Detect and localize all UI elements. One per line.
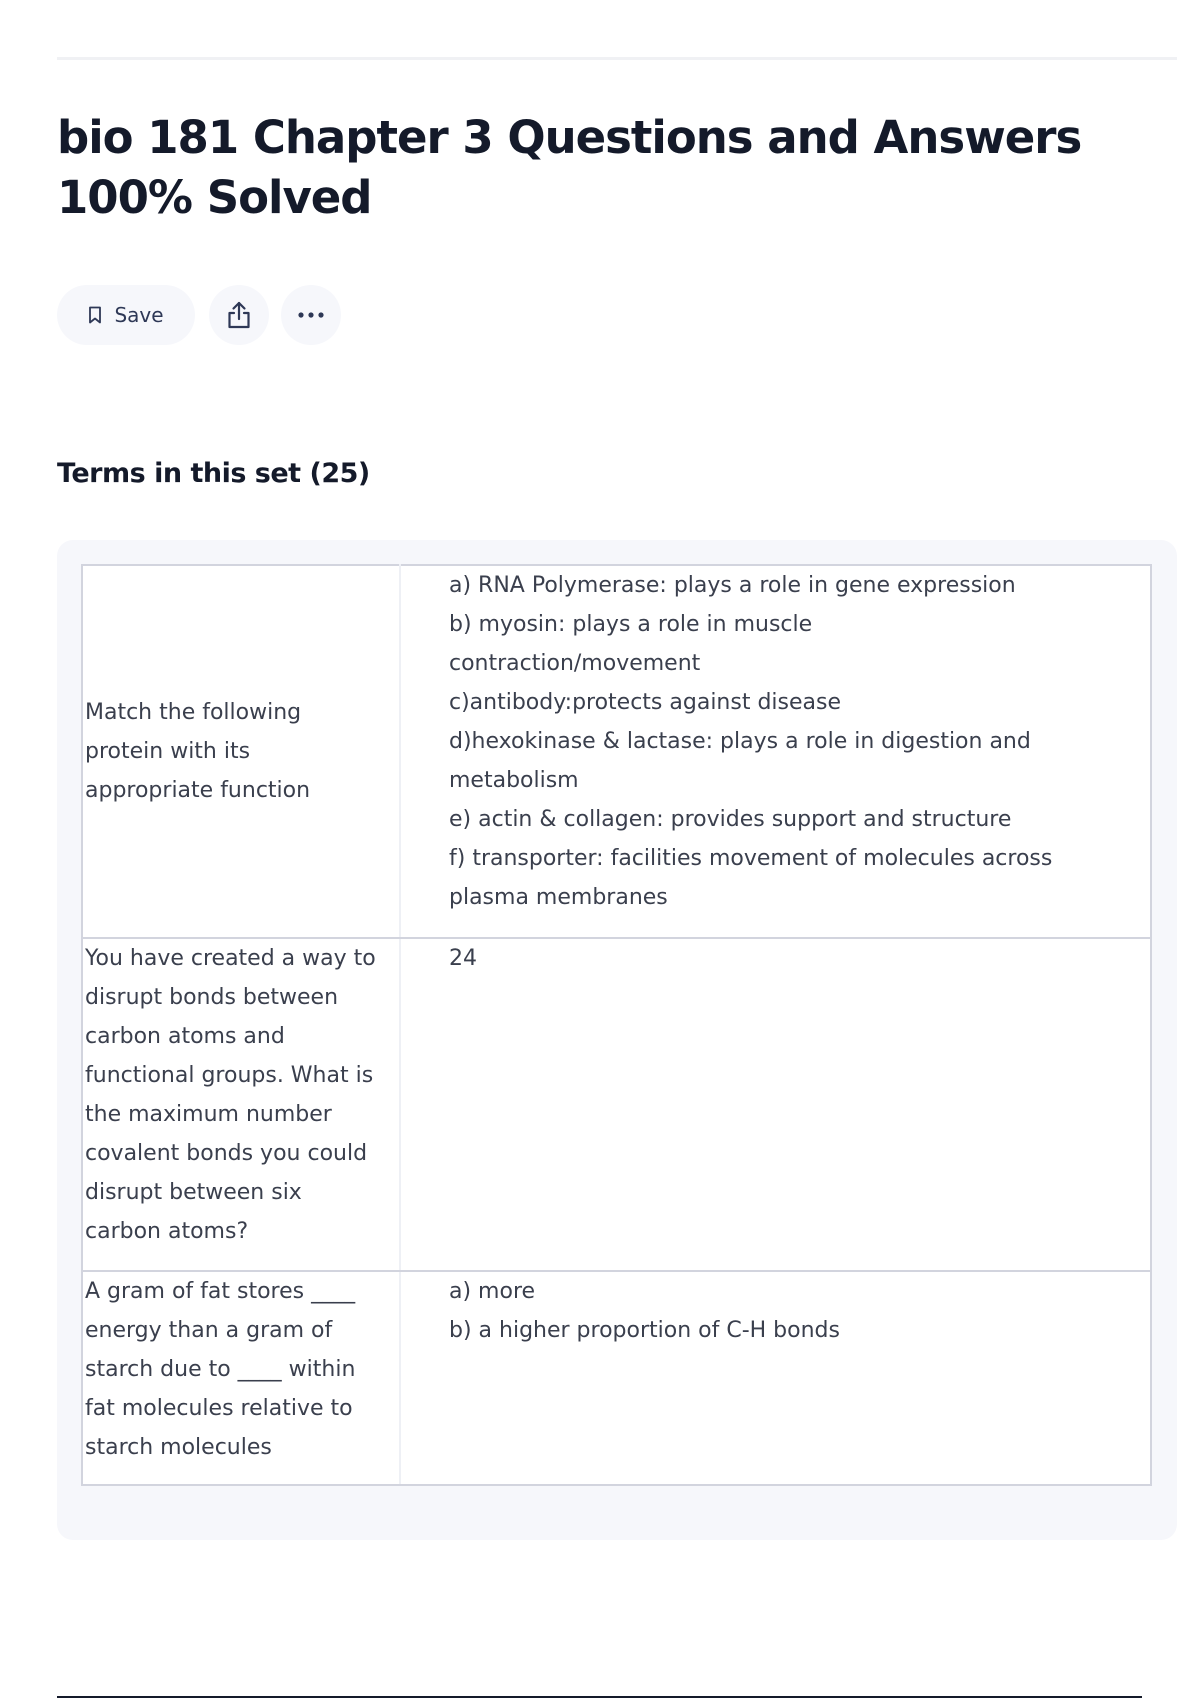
terms-table [81,564,1152,1486]
definition-line: c)antibody:protects against disease [449,690,842,715]
term-line: Match the following [85,700,302,725]
term-cell [82,565,400,938]
definition-line: d)hexokinase & lactase: plays a role in digestion and [449,729,1031,754]
terms-heading: Terms in this set (25) [57,458,370,489]
term-line: the maximum number [85,1102,332,1127]
definition-cell [400,938,1151,1271]
term-line: covalent bonds you could [85,1141,368,1166]
definition-line: f) transporter: facilities movement of molecules across [449,846,1053,871]
table-row [82,938,1151,1271]
definition-line: e) actin & collagen: provides support and structure [449,807,1012,832]
definition-cell [400,1271,1151,1485]
term-cell [82,1271,400,1485]
term-line: protein with its [85,739,251,764]
more-options-button[interactable] [281,285,341,345]
more-icon [297,311,325,319]
top-divider [57,57,1177,60]
term-line: carbon atoms and [85,1024,285,1049]
save-button-label: Save [114,303,164,327]
definition-line: 24 [449,946,477,971]
definition-line: b) a higher proportion of C-H bonds [449,1318,840,1343]
table-row [82,1271,1151,1485]
term-line: fat molecules relative to [85,1396,353,1421]
definition-line: a) RNA Polymerase: plays a role in gene expression [449,573,1016,598]
term-line: functional groups. What is [85,1063,374,1088]
term-line: disrupt between six [85,1180,302,1205]
share-button[interactable] [209,285,269,345]
term-line: starch due to ____ within [85,1357,356,1382]
definition-line: metabolism [449,768,579,793]
term-line: appropriate function [85,778,311,803]
term-line: carbon atoms? [85,1219,249,1244]
share-icon [226,300,252,330]
definition-line: b) myosin: plays a role in muscle [449,612,813,637]
term-line: energy than a gram of [85,1318,333,1343]
save-button[interactable] [57,285,195,345]
definition-cell [400,565,1151,938]
definition-line: a) more [449,1279,536,1304]
page-title: bio 181 Chapter 3 Questions and Answers 100% Solved [57,111,1082,224]
definition-line: contraction/movement [449,651,701,676]
term-line: starch molecules [85,1435,272,1460]
term-line: A gram of fat stores ____ [85,1279,356,1304]
term-cell [82,938,400,1271]
action-bar [57,285,341,345]
bottom-divider [57,1696,1142,1698]
bookmark-icon [88,306,102,324]
term-line: You have created a way to [85,946,376,971]
definition-line: plasma membranes [449,885,668,910]
term-line: disrupt bonds between [85,985,339,1010]
table-row [82,565,1151,938]
